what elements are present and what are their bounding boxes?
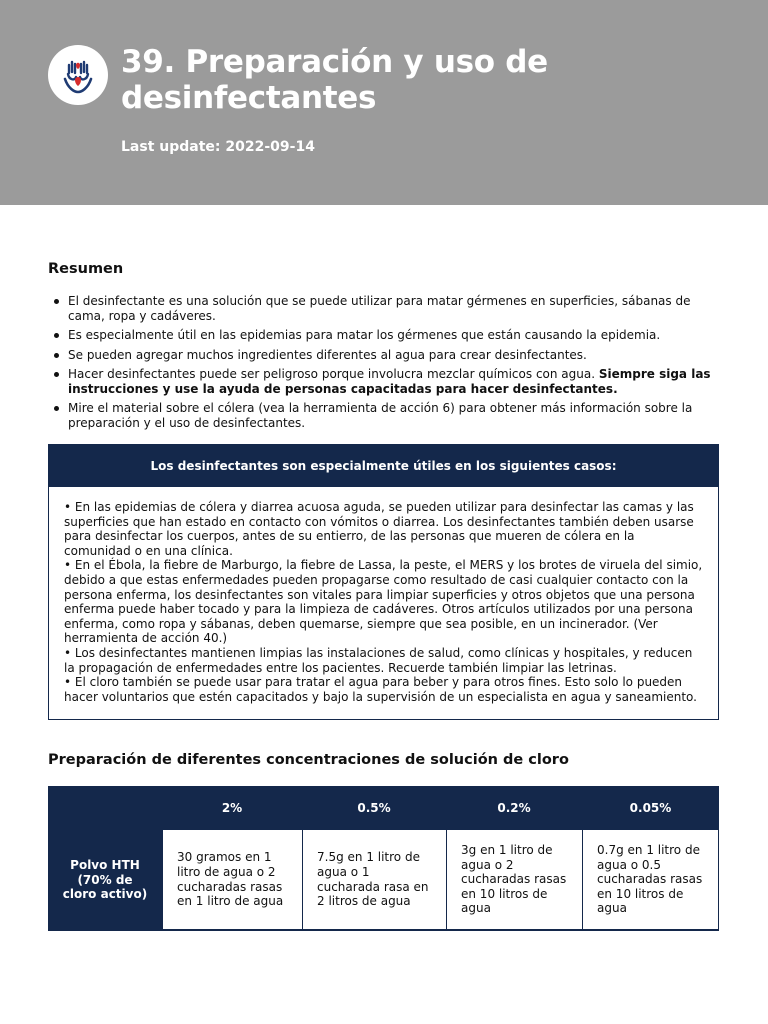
logo [48,45,108,105]
table-cell: 7.5g en 1 litro de agua o 1 cucharada rasa en 2 litros de agua [302,829,447,930]
table-cell: 0.7g en 1 litro de agua o 0.5 cucharadas rasas en 10 litros de agua [582,829,719,930]
column-header: 0.05% [629,800,672,815]
usecases-box [48,486,719,720]
summary-item: Mire el material sobre el cólera (vea la herramienta de acción 6) para obtener más información sobre la preparación y el uso de desinfectantes. [52,401,712,430]
summary-item: Se pueden agregar muchos ingredientes diferentes al agua para crear desinfectantes. [52,348,712,363]
column-header: 0.2% [497,800,531,815]
usecases-heading: Los desinfectantes son especialmente útiles en los siguientes casos: [48,444,719,487]
last-update: Last update: 2022-09-14 [121,139,315,155]
chlorine-table [48,786,719,931]
header-banner [0,0,768,205]
row-header: Polvo HTH (70% de cloro activo) [62,858,148,902]
column-header: 2% [221,800,243,815]
summary-item: Hacer desinfectantes puede ser peligroso porque involucra mezclar químicos con agua. Siempre siga las instrucciones y use la ayuda de personas capacitadas para hacer desinfectantes. [52,367,712,396]
page-title: 39. Preparación y uso de desinfectantes [121,44,548,116]
usecase-paragraph: • En el Ébola, la fiebre de Marburgo, la fiebre de Lassa, la peste, el MERS y los brotes de viruela del simio, debido a que estas enfermedades pueden propagarse como resultado de casi cualquier contacto con la persona enferma, los desinfectantes son vitales para limpiar superficies y otros objetos que una persona enferma puede haber tocado y para la limpieza de cadáveres. Otros artículos utilizados por una persona enferma, como ropa y sábanas, deben quemarse, siempre que sea posible, en un incinerador. (Ver herramienta de acción 40.) [64,558,703,646]
usecase-paragraph: • Los desinfectantes mantienen limpias las instalaciones de salud, como clínicas y hospitales, y reducen la propagación de enfermedades entre los pacientes. Recuerde también limpiar las letrinas. [64,645,693,675]
usecase-paragraph: • El cloro también se puede usar para tratar el agua para beber y para otros fines. Esto solo lo pueden hacer voluntarios que estén capacitados y bajo la supervisión de un especialista en agua y saneamiento. [64,675,697,704]
column-header: 0.5% [357,800,391,815]
table-cell: 3g en 1 litro de agua o 2 cucharadas rasas en 10 litros de agua [446,829,583,930]
summary-list [52,294,712,435]
summary-warning: Siempre siga las instrucciones y use la ayuda de personas capacitadas para hacer desinfectantes. [68,367,711,396]
summary-item: El desinfectante es una solución que se puede utilizar para matar gérmenes en superficies, sábanas de cama, ropa y cadáveres. [52,294,712,323]
summary-item: Es especialmente útil en las epidemias para matar los gérmenes que están causando la epidemia. [52,328,712,343]
preparation-heading: Preparación de diferentes concentraciones de solución de cloro [48,752,569,768]
hands-community-icon [56,53,100,97]
summary-heading: Resumen [48,261,124,277]
table-cell: 30 gramos en 1 litro de agua o 2 cucharadas rasas en 1 litro de agua [162,829,303,930]
usecase-paragraph: • En las epidemias de cólera y diarrea acuosa aguda, se pueden utilizar para desinfectar las camas y las superficies que han estado en contacto con vómitos o diarrea. Los desinfectantes también deben usarse para desinfectar los cuerpos, antes de su entierro, de las personas que mueren de cólera en la comunidad o en una clínica. [64,500,694,558]
